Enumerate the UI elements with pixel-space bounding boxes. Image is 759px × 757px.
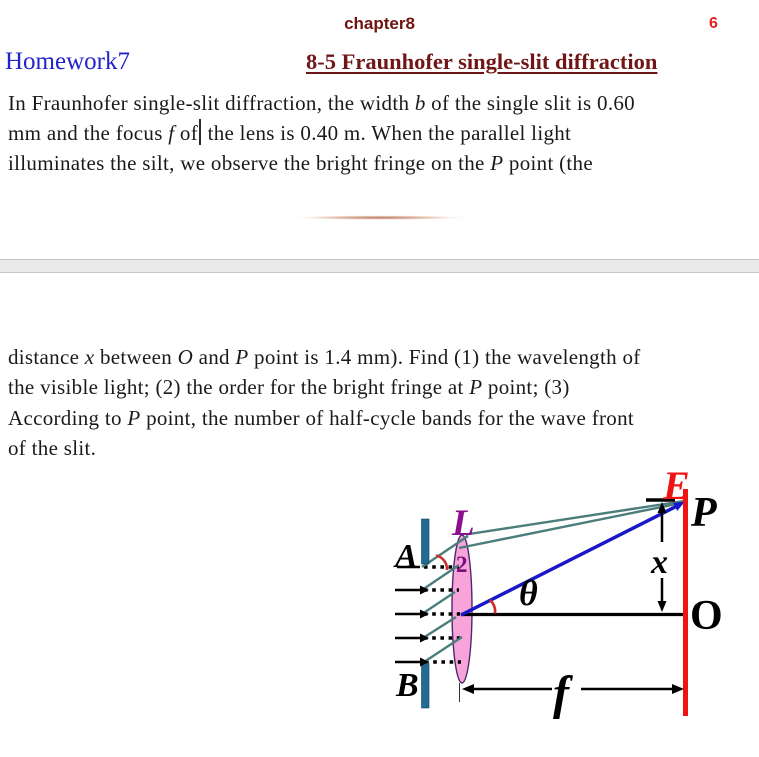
label-point-p: P — [691, 490, 717, 536]
label-point-o: O — [690, 593, 723, 639]
incident-light-arrows — [395, 567, 429, 667]
f-dimension — [462, 684, 684, 694]
problem-text-line[interactable]: mm and the focus f of the lens is 0.40 m. When the parallel light — [8, 121, 572, 145]
homework-label[interactable]: Homework7 — [5, 48, 130, 75]
label-screen-e: E — [663, 463, 690, 508]
diffraction-diagram — [380, 460, 759, 757]
chapter-heading: chapter8 — [344, 14, 415, 33]
decorative-divider — [272, 214, 488, 221]
problem-paragraph-2[interactable] — [8, 342, 756, 463]
label-lens: L — [452, 503, 475, 544]
converging-rays — [459, 501, 684, 548]
angle-arc-theta — [490, 600, 495, 614]
slit-barrier-bottom — [422, 663, 430, 708]
text-cursor — [199, 119, 201, 145]
problem-text-line[interactable]: In Fraunhofer single-slit diffraction, the width b of the single slit is 0.60 — [8, 91, 635, 115]
label-f: f — [553, 667, 569, 720]
slit-barrier-top — [422, 519, 430, 564]
label-theta: θ — [519, 573, 538, 613]
problem-text-line[interactable]: the visible light; (2) the order for the bright fringe at P point; (3) — [8, 375, 570, 400]
problem-paragraph-1[interactable] — [8, 88, 756, 178]
label-slit-top: A — [395, 538, 418, 575]
section-divider-bar — [0, 259, 759, 273]
label-zone-number: 2 — [456, 552, 468, 577]
problem-text-line[interactable]: of the slit. — [8, 435, 97, 460]
slide-title: 8-5 Fraunhofer single-slit diffraction — [306, 49, 658, 74]
label-x: x — [651, 544, 668, 581]
problem-text-line[interactable]: distance x between O and P point is 1.4 mm). Find (1) the wavelength of — [8, 345, 641, 369]
label-slit-bottom: B — [396, 667, 419, 704]
page-number: 6 — [709, 15, 718, 32]
problem-text-line[interactable]: According to P point, the number of half-cycle bands for the wave front — [8, 405, 635, 430]
problem-text-line[interactable]: illuminates the silt, we observe the bright fringe on the P point (the — [8, 151, 593, 175]
